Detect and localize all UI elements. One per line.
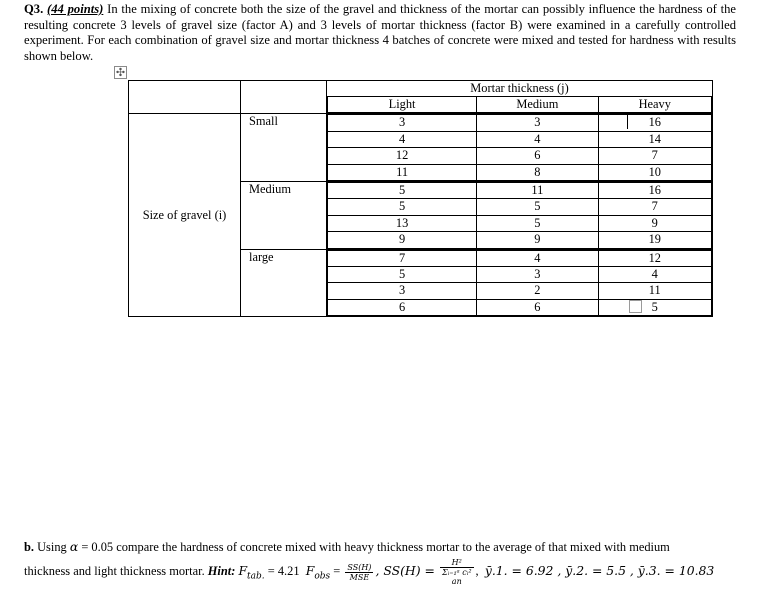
hardness-table [128,80,713,317]
question-number: Q3. [24,2,44,16]
cell: 7 [328,250,477,266]
cell: 9 [328,232,477,248]
cell: 11 [477,183,598,199]
cell: 12 [328,148,477,164]
cell: 5 [598,299,711,315]
table-resize-handle[interactable] [629,300,642,313]
cell: 4 [477,131,598,147]
fobs-fraction: $\frac{SS(H)}{\text{MSE}}$ [347,562,372,582]
cell: 5 [328,199,477,215]
cell: 16 [598,183,711,199]
mortar-thickness-header: Mortar thickness (j) [470,81,569,95]
table-move-handle-icon[interactable]: ✣ [115,66,126,79]
cell: 7 [598,148,711,164]
cell: 5 [477,215,598,231]
cell: 11 [328,164,477,180]
cell: 13 [328,215,477,231]
cell: 5 [477,199,598,215]
part-b-line-1: b. Using α = 0.05 compare the hardness of concrete mixed with heavy thickness mortar to the average of that mixed with medium [24,539,670,554]
cell: 4 [477,250,598,266]
row-label-large: large [241,249,327,317]
cell: 3 [328,283,477,299]
row-label-medium: Medium [241,182,327,250]
row-label-small: Small [241,114,327,182]
cell: 12 [598,250,711,266]
alpha-symbol: α [69,539,79,554]
cell: 2 [477,283,598,299]
cell: 7 [598,199,711,215]
cell: 5 [328,267,477,283]
cell: 3 [477,267,598,283]
cell: 16 [598,115,711,131]
question-text: In the mixing of concrete both the size of the gravel and thickness of the mortar can possibly influence the hardness of the resulting concrete 3 levels of gravel size (factor A) and 3 levels of mortar thickness (factor B) were examined in a carefully controlled experiment. For each combination of gravel size and mortar thickness 4 batches of concrete were mixed and tested for hardness with results shown below. [24,2,736,63]
cell: 4 [598,267,711,283]
cell: 3 [477,115,598,131]
level-light: Light [328,97,477,113]
cell: 14 [598,131,711,147]
cell: 4 [328,131,477,147]
question-points: (44 points) [47,2,104,16]
cell: 3 [328,115,477,131]
level-medium: Medium [477,97,598,113]
hint-label: Hint: [207,563,236,578]
cell: 11 [598,283,711,299]
table-corner-cell [129,81,241,114]
cell: 9 [477,232,598,248]
cell: 10 [598,164,711,180]
cell: 19 [598,232,711,248]
part-b-label: b. [24,540,34,554]
cell: 6 [328,299,477,315]
cell: 8 [477,164,598,180]
part-b [24,536,736,587]
part-b-line-2: thickness and light thickness mortar. Hint: $F_{tab.} = 4.21$ $F_{obs}$ = $\frac{SS(H)}{\text{MSE}}$ , SS(H) = H² Σᵢ₌₁ᵃ cᵢ² an , ȳ.1. = 6.92 , ȳ.2. = 5.5 , ȳ.3. = 10.83 [24,558,715,586]
cell: 9 [598,215,711,231]
gravel-size-label: Size of gravel (i) [129,114,241,317]
cell: 6 [477,148,598,164]
question-intro [24,2,736,64]
cell: 6 [477,299,598,315]
text-cursor [627,112,628,129]
group-means: ȳ.1. = 6.92 , ȳ.2. = 5.5 , ȳ.3. = 10.83 [484,562,715,578]
table-corner-cell-2 [241,81,327,114]
cell: 5 [328,183,477,199]
level-heavy: Heavy [598,97,711,113]
ssh-fraction: H² Σᵢ₌₁ᵃ cᵢ² an [441,558,472,586]
